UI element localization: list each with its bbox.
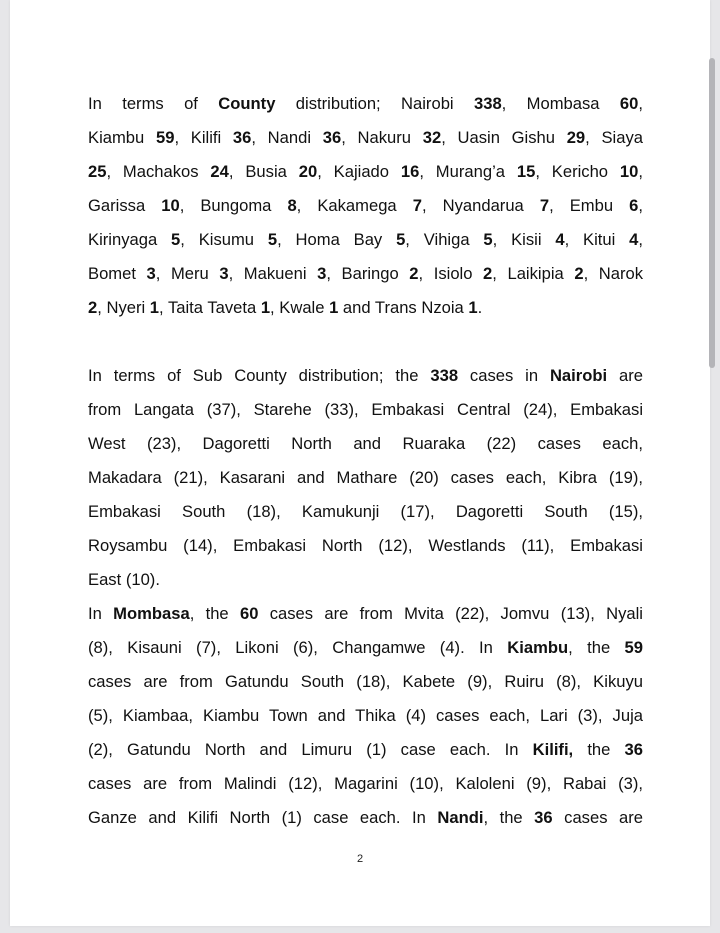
bold-text-run: 25 — [88, 162, 107, 181]
bold-text-run: Mombasa — [113, 604, 190, 623]
text-run: , Mombasa — [501, 94, 620, 113]
bold-text-run: 1 — [329, 298, 339, 317]
text-run: cases in — [458, 366, 550, 385]
text-run: , Murang’a — [419, 162, 517, 181]
bold-text-run: County — [218, 94, 276, 113]
text-run: , Meru — [155, 264, 220, 283]
text-run: , Nakuru — [341, 128, 423, 147]
bold-text-run: 2 — [88, 298, 98, 317]
text-run: , Kitui — [564, 230, 630, 249]
text-line — [88, 631, 643, 665]
page-number: 2 — [356, 853, 364, 865]
text-line — [88, 121, 643, 155]
text-line — [88, 665, 643, 699]
bold-text-run: 15 — [516, 162, 536, 181]
text-run: , Uasin Gishu — [441, 128, 567, 147]
bold-text-run: 36 — [624, 740, 643, 759]
text-run: , — [638, 94, 643, 113]
bold-text-run: Kiambu — [507, 638, 569, 657]
bold-text-run: 5 — [396, 230, 406, 249]
text-line — [88, 291, 643, 325]
text-line — [88, 801, 643, 835]
text-run: In terms of Sub County distribution; the — [88, 366, 431, 385]
text-line — [88, 597, 643, 631]
text-run: , Siaya — [585, 128, 643, 147]
text-line — [88, 427, 643, 461]
text-run: , Embu — [549, 196, 630, 215]
text-run: , the — [483, 808, 535, 827]
bold-text-run: 1 — [149, 298, 160, 317]
text-run: Ganze and Kilifi North (1) case each. In — [88, 808, 438, 827]
text-run: , — [638, 230, 643, 249]
text-run: , Kajiado — [317, 162, 401, 181]
text-run: from Langata (37), Starehe (33), Embakasi Central (24), Embakasi — [88, 400, 643, 419]
bold-text-run: 5 — [267, 230, 278, 249]
text-run: , Busia — [228, 162, 299, 181]
text-line — [88, 733, 643, 767]
bold-text-run: 6 — [629, 196, 639, 215]
text-run: are — [607, 366, 643, 385]
paragraph-subcounty-distribution — [88, 359, 643, 597]
text-run: , — [638, 196, 643, 215]
bold-text-run: 3 — [219, 264, 229, 283]
text-run: the — [573, 740, 625, 759]
text-run: , Narok — [583, 264, 644, 283]
text-run: cases are from Mvita (22), Jomvu (13), Nyali — [258, 604, 643, 623]
text-run: , the — [568, 638, 625, 657]
text-line — [88, 189, 643, 223]
text-run: , Kisumu — [180, 230, 268, 249]
text-run: , the — [189, 604, 240, 623]
bold-text-run: 36 — [322, 128, 342, 147]
text-line — [88, 699, 643, 733]
text-run: West (23), Dagoretti North and Ruaraka (22) cases each, — [88, 434, 643, 453]
paragraph-county-distribution — [88, 87, 643, 325]
bold-text-run: 7 — [539, 196, 550, 215]
text-run: , Laikipia — [492, 264, 575, 283]
bold-text-run: 1 — [468, 298, 478, 317]
bold-text-run: 5 — [483, 230, 493, 249]
text-run: Embakasi South (18), Kamukunji (17), Dagoretti South (15), — [88, 502, 643, 521]
paragraph-gap — [88, 325, 643, 359]
bold-text-run: 36 — [232, 128, 252, 147]
text-run: distribution; Nairobi — [275, 94, 474, 113]
text-line — [88, 767, 643, 801]
text-run: , Kisii — [492, 230, 556, 249]
bold-text-run: 3 — [317, 264, 327, 283]
bold-text-run: 4 — [629, 230, 639, 249]
text-run: , Nyandarua — [421, 196, 540, 215]
text-run: , Taita Taveta — [159, 298, 261, 317]
text-line — [88, 461, 643, 495]
bold-text-run: 60 — [239, 604, 259, 623]
text-run: cases are from Gatundu South (18), Kabete (9), Ruiru (8), Kikuyu — [88, 672, 643, 691]
text-run: , Kwale — [270, 298, 330, 317]
text-run: , Kericho — [535, 162, 620, 181]
text-run: , Kakamega — [296, 196, 413, 215]
document-page — [10, 0, 710, 926]
text-run: Garissa — [88, 196, 162, 215]
bold-text-run: 5 — [171, 230, 181, 249]
text-line — [88, 223, 643, 257]
text-line — [88, 495, 643, 529]
text-run: In — [88, 604, 114, 623]
bold-text-run: 7 — [412, 196, 422, 215]
text-run: Roysambu (14), Embakasi North (12), Westlands (11), Embakasi — [88, 536, 643, 555]
text-run: . — [477, 298, 483, 317]
text-run: (2), Gatundu North and Limuru (1) case each. In — [88, 740, 533, 759]
bold-text-run: 2 — [409, 264, 419, 283]
bold-text-run: 338 — [430, 366, 459, 385]
text-run: , Nandi — [251, 128, 323, 147]
text-run: East (10). — [88, 570, 160, 589]
text-line — [88, 257, 643, 291]
text-run: , Vihiga — [405, 230, 484, 249]
bold-text-run: 32 — [422, 128, 442, 147]
text-line — [88, 155, 643, 189]
text-line — [88, 87, 643, 121]
text-run: , Kilifi — [174, 128, 233, 147]
bold-text-run: 8 — [287, 196, 297, 215]
text-line — [88, 393, 643, 427]
text-run: , Isiolo — [418, 264, 484, 283]
bold-text-run: 59 — [624, 638, 643, 657]
text-line — [88, 359, 643, 393]
page-body — [88, 87, 643, 835]
bold-text-run: Nairobi — [549, 366, 608, 385]
text-run: Kiambu — [88, 128, 156, 147]
text-run: , — [638, 162, 643, 181]
text-run: Makadara (21), Kasarani and Mathare (20) cases each, Kibra (19), — [88, 468, 643, 487]
bold-text-run: 1 — [260, 298, 271, 317]
text-run: (5), Kiambaa, Kiambu Town and Thika (4) cases each, Lari (3), Juja — [88, 706, 643, 725]
text-run: , Homa Bay — [277, 230, 397, 249]
bold-text-run: 10 — [619, 162, 639, 181]
text-run: Kirinyaga — [88, 230, 172, 249]
text-run: Bomet — [88, 264, 147, 283]
bold-text-run: 24 — [210, 162, 229, 181]
scrollbar-thumb[interactable] — [709, 58, 715, 368]
text-run: , Baringo — [326, 264, 410, 283]
bold-text-run: Nandi — [437, 808, 484, 827]
bold-text-run: 2 — [483, 264, 493, 283]
text-run: and Trans Nzoia — [338, 298, 469, 317]
text-run: cases are — [552, 808, 643, 827]
bold-text-run: 16 — [400, 162, 420, 181]
paragraph-mombasa-kiambu-kilifi — [88, 597, 643, 835]
text-line — [88, 529, 643, 563]
bold-text-run: 4 — [555, 230, 565, 249]
bold-text-run: 338 — [473, 94, 502, 113]
bold-text-run: 59 — [155, 128, 175, 147]
text-line — [88, 563, 643, 597]
bold-text-run: 60 — [619, 94, 639, 113]
text-run: , Bungoma — [179, 196, 288, 215]
text-run: (8), Kisauni (7), Likoni (6), Changamwe (4). In — [88, 638, 508, 657]
bold-text-run: 3 — [146, 264, 156, 283]
bold-text-run: 2 — [574, 264, 584, 283]
bold-text-run: Kilifi, — [532, 740, 574, 759]
bold-text-run: 10 — [161, 196, 180, 215]
bold-text-run: 20 — [298, 162, 318, 181]
text-run: cases are from Malindi (12), Magarini (10), Kaloleni (9), Rabai (3), — [88, 774, 643, 793]
bold-text-run: 36 — [534, 808, 553, 827]
bold-text-run: 29 — [566, 128, 586, 147]
text-run: , Nyeri — [97, 298, 150, 317]
text-run: In terms of — [88, 94, 219, 113]
text-run: , Machakos — [106, 162, 211, 181]
text-run: , Makueni — [228, 264, 318, 283]
